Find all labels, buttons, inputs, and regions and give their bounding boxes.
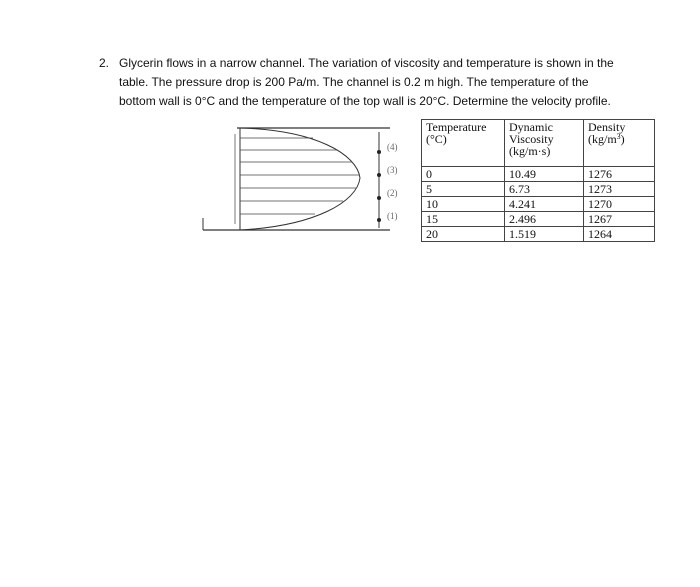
cell-density: 1273	[584, 182, 655, 197]
properties-table	[421, 119, 655, 242]
channel-flow-diagram	[195, 120, 420, 240]
cell-viscosity: 2.496	[505, 212, 584, 227]
header-temperature: Temperature (°C)	[422, 120, 505, 167]
node-dot	[377, 218, 381, 222]
velocity-profile-curve	[240, 128, 360, 230]
header-density: Density $(kg/m^3)$	[584, 120, 655, 167]
node-dot	[377, 150, 381, 154]
cell-temperature: 5	[422, 182, 505, 197]
problem-statement	[99, 54, 619, 111]
problem-number: 2.	[99, 56, 110, 70]
cell-temperature: 0	[422, 167, 505, 182]
cell-density: 1267	[584, 212, 655, 227]
node-label: (4)	[387, 142, 398, 152]
header-viscosity: Dynamic Viscosity (kg/m·s)	[505, 120, 584, 167]
node-dot	[377, 173, 381, 177]
cell-viscosity: 1.519	[505, 227, 584, 242]
cell-density: 1270	[584, 197, 655, 212]
cell-temperature: 10	[422, 197, 505, 212]
table-header-row	[422, 120, 655, 167]
node-dot	[377, 196, 381, 200]
node-label: (3)	[387, 165, 398, 175]
cell-viscosity: 10.49	[505, 167, 584, 182]
table-row	[422, 197, 655, 212]
table-row	[422, 227, 655, 242]
cell-temperature: 20	[422, 227, 505, 242]
node-label: (2)	[387, 188, 398, 198]
cell-density: 1264	[584, 227, 655, 242]
table-row	[422, 212, 655, 227]
table-row	[422, 167, 655, 182]
problem-text: Glycerin flows in a narrow channel. The variation of viscosity and temperature is shown in the table. The pressure drop is 200 Pa/m. The channel is 0.2 m high. The temperature of the bottom wall is 0°C and the temperature of the top wall is 20°C. Determine the velocity profile.	[119, 56, 614, 108]
table-row	[422, 182, 655, 197]
cell-temperature: 15	[422, 212, 505, 227]
cell-viscosity: 6.73	[505, 182, 584, 197]
node-label: (1)	[387, 211, 398, 221]
cell-density: 1276	[584, 167, 655, 182]
cell-viscosity: 4.241	[505, 197, 584, 212]
